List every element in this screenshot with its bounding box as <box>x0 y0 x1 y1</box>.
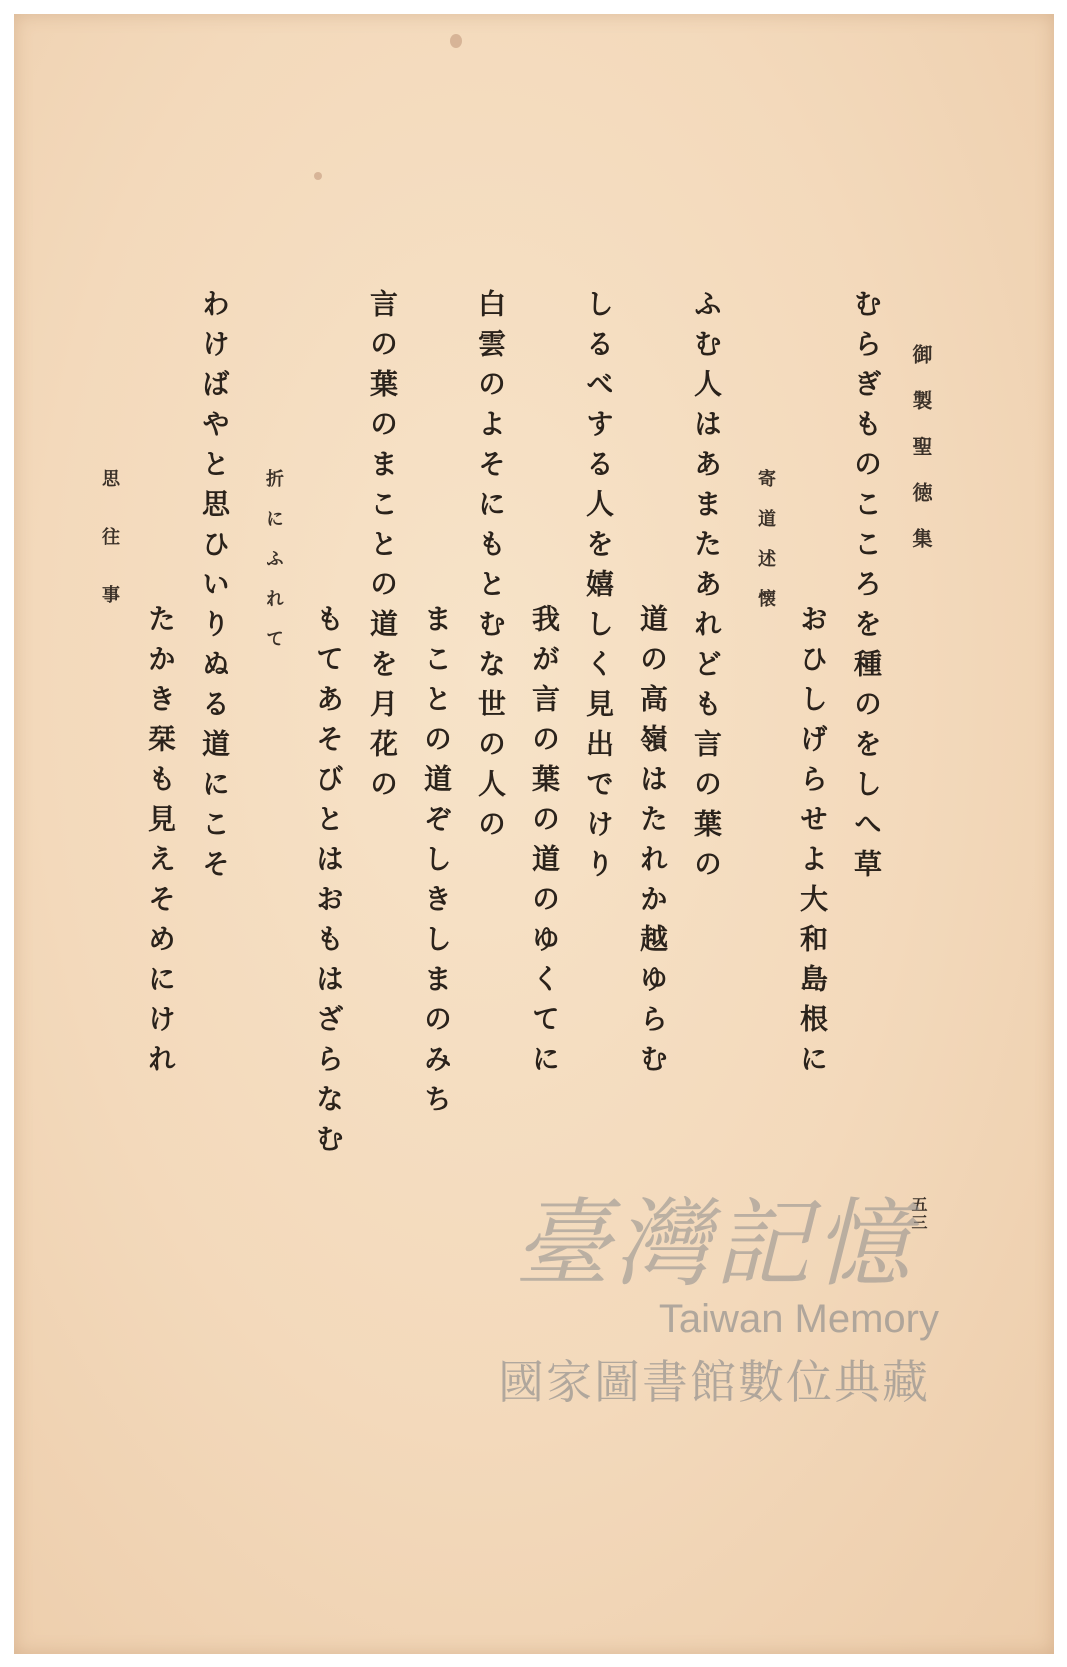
poem-2-line-2: 道の高嶺はたれか越ゆらむ <box>636 604 669 1084</box>
section-title: 思往事 <box>99 469 120 643</box>
watermark <box>459 1188 969 1412</box>
section-title: 折にふれて <box>263 469 284 669</box>
book-page <box>14 14 1054 1654</box>
poem-4-line-1: 白雲のよそにもとむな世の人の <box>474 289 507 849</box>
paper-spot <box>314 172 322 180</box>
poem-2-line-1: ふむ人はあまたあれども言の葉の <box>690 289 723 889</box>
poem-1-line-1: むらぎものこころを種のをしへ草 <box>850 289 883 889</box>
running-header: 御製聖徳集 <box>909 344 933 574</box>
poem-5-line-1: 言の葉のまことの道を月花の <box>366 289 399 809</box>
poem-3-line-2: 我が言の葉の道のゆくてに <box>528 604 561 1084</box>
paper-spot <box>450 34 462 48</box>
poem-6-line-1: わけばやと思ひいりぬる道にこそ <box>198 289 231 889</box>
poem-1-line-2: おひしげらせよ大和島根に <box>796 604 829 1084</box>
poem-3-line-1: しるべする人を嬉しく見出でけり <box>582 289 615 889</box>
watermark-chinese: 國家圖書館數位典藏 <box>498 1354 930 1409</box>
page-number: 五三 <box>909 1196 928 1232</box>
section-title: 寄道述懐 <box>755 469 776 629</box>
watermark-logo: 臺灣記憶 <box>514 1188 914 1300</box>
poem-5-line-2: もてあそびとはおもはざらなむ <box>312 604 345 1164</box>
poem-6-line-2: たかき栞も見えそめにけれ <box>144 604 177 1084</box>
poem-4-line-2: まことの道ぞしきしまのみち <box>420 604 453 1124</box>
watermark-english: Taiwan Memory <box>658 1296 939 1341</box>
